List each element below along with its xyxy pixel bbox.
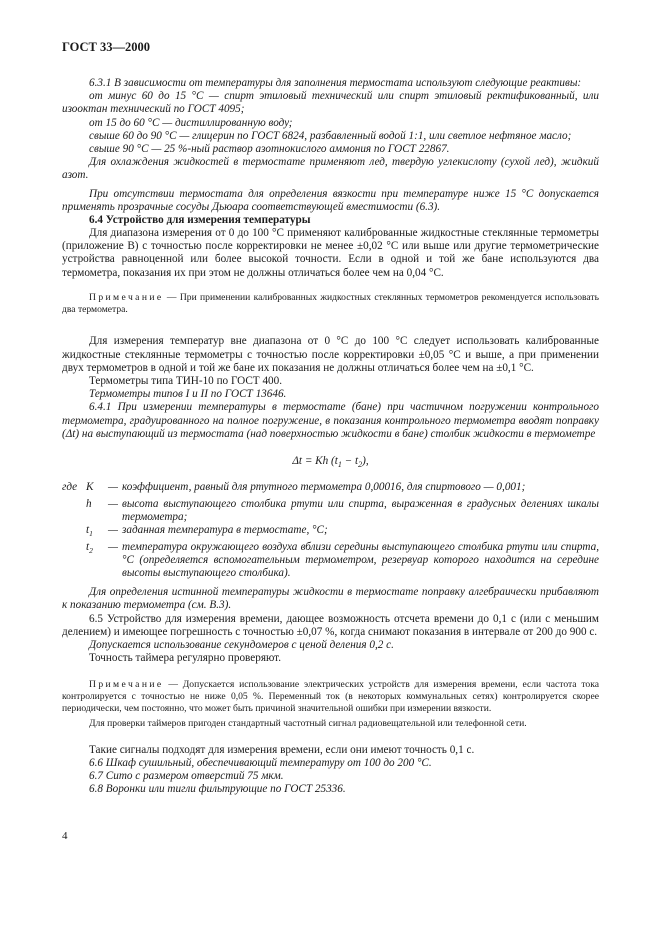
paragraph-outside-range: Для измерения температур вне диапазона от 0 °С до 100 °С следует использовать калиброванные жидкостные стеклянные термометры с точностью после корректировки ±0,05 °С и выше, а при применении двух термометров в одной и той же бане их показания не должны отличаться более чем на ±0,1 °С. [62,335,599,374]
page-number: 4 [62,830,68,842]
formula-sub-1: 1 [337,460,342,470]
note-1 [62,292,599,316]
note-1-label: Примечание [89,291,164,303]
definition-prefix: где [62,481,78,494]
paragraph-tin: Термометры типа ТИН-10 по ГОСТ 400. [89,375,283,388]
note-2-label: Примечание [89,679,164,691]
definition-dash: — [108,540,118,553]
paragraph-range: Для диапазона измерения от 0 до 100 °С применяют калиброванные жидкостные стеклянные термометры (приложение В) с точностью после корректировки не менее ±0,02 °С или выше или другие термометрические устройства равноценной или более высокой точности. Если в одной и той же бане используются два термометра, показания их при этом не должны отличаться более чем на 0,04 °С. [62,227,599,279]
definition-prefix [62,524,86,540]
definition-row [62,498,599,524]
paragraph-6-5: 6.5 Устройство для измерения времени, дающее возможность отсчета времени до 0,1 с (или с меньшим делением) и имеющее погрешность с точностью ±0,07 %, когда снимают показания в интервале от 200 до 900 с. [62,612,599,638]
reagent-list-item: от минус 60 до 15 °С — спирт этиловый технический или спирт этиловый ректификованный, или изооктан технический по ГОСТ 4095; [62,90,599,116]
formula-mid: − t [341,455,359,468]
reagent-list-item: свыше 90 °С — 25 %-ный раствор азотнокислого аммония по ГОСТ 22867. [89,143,450,156]
paragraph-cooling: Для охлаждения жидкостей в термостате применяют лед, твердую углекислоту (сухой лед), жидкий азот. [62,156,599,182]
definition-symbol: $t_2$ [86,540,93,555]
paragraph-6-6: 6.6 Шкаф сушильный, обеспечивающий температуру от 100 до 200 °С. [89,756,432,769]
paragraph-6-8: 6.8 Воронки или тигли фильтрующие по ГОСТ 25336. [89,783,346,796]
paragraph-signals: Такие сигналы подходят для измерения времени, если они имеют точность 0,1 с. [89,743,475,756]
document-page [62,40,599,796]
definition-symbol: $t_1$ [86,524,93,539]
definition-prefix [62,498,86,524]
definition-symbol: h [86,497,92,510]
document-header: ГОСТ 33—2000 [62,40,151,54]
definition-dash: — [108,481,118,494]
definition-dash: — [108,497,118,510]
paragraph-dewar: При отсутствии термостата для определения вязкости при температуре ниже 15 °С допускается применять прозрачные сосуды Дьюара соответствующей вместимости (6.3). [62,187,599,213]
paragraph-6-4-1: 6.4.1 При измерении температуры в термостате (бане) при частичном погружении контрольного термометра, градуированного на полное погружение, в показания контрольного термометра вводят поправку (Δt) на выступающий из термостата (над поверхностью жидкости в бане) столбик жидкости в термометре [62,401,599,440]
paragraph-6-7: 6.7 Сито с размером отверстий 75 мкм. [89,770,284,782]
paragraph-6-3-1: 6.3.1 В зависимости от температуры для заполнения термостата используют следующие реактивы: [89,77,582,89]
definition-text: заданная температура в термостате, °С; [122,524,328,537]
formula-sub-2: 2 [358,460,363,470]
note-2-text: — Допускается использование электрических устройств для измерения времени, если частота тока контролируется с точностью не ниже 0,05 %. Переменный ток (в некоторых коммунальных сетях) контролируется скорее периодически, чем постоянно, что может быть причиной значительной ошибки при измерении вязкости. [62,679,599,714]
definition-prefix [62,541,86,581]
definition-row [62,481,599,497]
note-1-text: — При применении калиброванных жидкостных стеклянных термометров рекомендуется использовать два термометра. [62,291,599,315]
formula-definitions [62,481,599,580]
formula-lhs: Δt = Kh (t [292,455,338,468]
section-6-4-title: 6.4 Устройство для измерения температуры [89,214,311,227]
note-2-extra: Для проверки таймеров пригоден стандартный частотный сигнал радиовещательной или телефонной сети. [89,717,527,729]
reagent-list-item: от 15 до 60 °С — дистиллированную воду; [89,116,293,129]
paragraph-stopwatch: Допускается использование секундомеров с ценой деления 0,2 с. [89,639,394,651]
paragraph-types: Термометры типов I и II по ГОСТ 13646. [89,388,287,401]
definition-row [62,524,599,540]
paragraph-timer: Точность таймера регулярно проверяют. [89,652,282,665]
reagent-list-item: свыше 60 до 90 °С — глицерин по ГОСТ 6824, разбавленный водой 1:1, или светлое нефтяное масло; [89,129,572,142]
definition-text: высота выступающего столбика ртути или спирта, выраженная в градусных делениях шкалы термометра; [122,497,599,523]
definition-text: температура окружающего воздуха вблизи середины выступающего столбика ртути или спирта, °С (определяется вспомогательным термометром, резервуар которого находится на середине высоты выступающего столбика). [122,540,599,579]
definition-row [62,541,599,581]
definition-symbol: K [86,481,94,494]
formula-rhs: ), [362,455,369,468]
definition-dash: — [108,524,118,537]
paragraph-true-temperature: Для определения истинной температуры жидкости в термостате поправку алгебраически прибавляют к показанию термометра (см. В.3). [62,586,599,612]
correction-formula [62,455,599,469]
note-2 [62,679,599,714]
definition-text: коэффициент, равный для ртутного термометра 0,00016, для спиртового — 0,001; [122,481,526,494]
